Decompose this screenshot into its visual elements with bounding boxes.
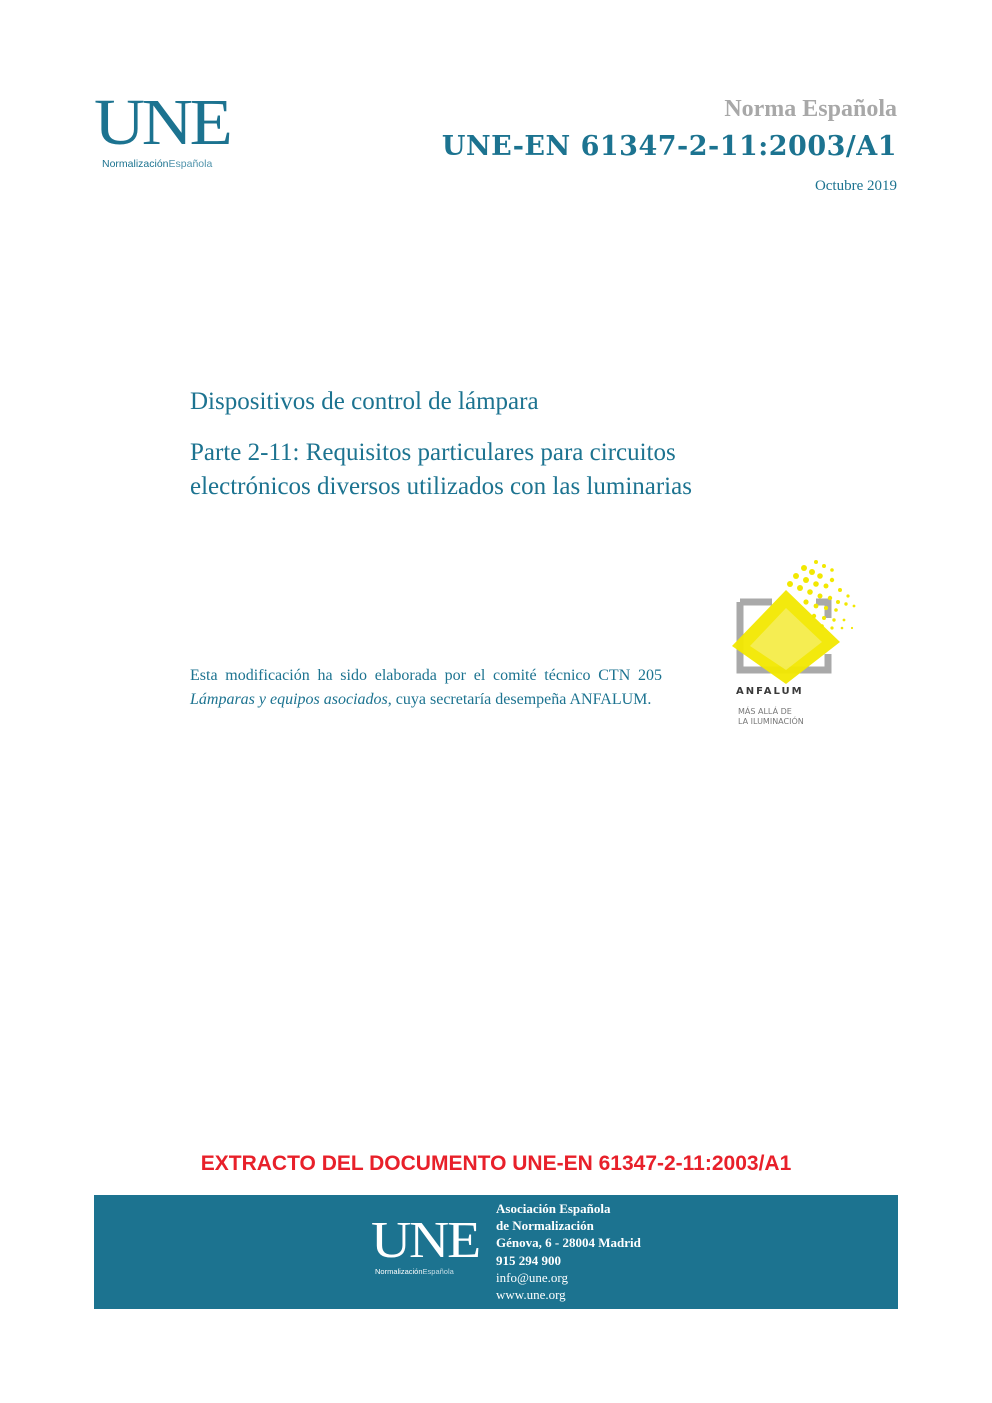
norma-date: Octubre 2019 [814,178,897,194]
anfalum-slogan-line-1: MÁS ALLÁ DE [738,707,792,716]
footer-web[interactable]: www.une.org [496,1287,566,1303]
tagline-part-1: Normalización [102,158,169,170]
document-subtitle [190,436,890,504]
subtitle-line-1: Parte 2-11: Requisitos particulares para circuitos [190,439,676,466]
footer-org-line-1: Asociación Española [496,1201,611,1216]
norma-label: Norma Española [724,96,897,122]
footer-phone: 915 294 900 [496,1252,561,1268]
committee-text-2: , cuya secretaría desempeña ANFALUM. [387,690,652,708]
anfalum-name: ANFALUM [736,686,804,697]
extract-notice: EXTRACTO DEL DOCUMENTO UNE-EN 61347-2-11:2003/A1 [200,1152,792,1175]
footer-logo-tagline [375,1267,454,1276]
norma-code: UNE-EN 61347-2-11:2003/A1 [441,131,897,162]
committee-name: Lámparas y equipos asociados [190,690,388,708]
footer-tagline-part-2: Española [422,1267,454,1276]
footer-logo-letters: UNE [371,1212,479,1269]
une-logo-letters: UNE [94,86,230,159]
une-logo-tagline [102,158,212,170]
committee-text-1: Esta modificación ha sido elaborada por el comité técnico CTN 205 [190,667,662,684]
footer-org-line-3: Génova, 6 - 28004 Madrid [496,1235,641,1251]
footer-une-logo [371,1212,481,1285]
anfalum-emblem-icon [720,556,863,686]
anfalum-slogan [738,707,804,727]
footer-address [496,1200,641,1303]
tagline-part-2: Española [168,158,213,170]
anfalum-logo [720,556,863,736]
footer-org-line-2: de Normalización [496,1218,594,1234]
footer-email[interactable]: info@une.org [496,1269,569,1285]
footer-band [94,1195,898,1309]
document-title: Dispositivos de control de lámpara [190,388,539,415]
committee-paragraph [190,664,662,711]
subtitle-line-2: electrónicos diversos utilizados con las luminarias [190,473,692,500]
anfalum-slogan-line-2: LA ILUMINACIÓN [738,717,804,726]
footer-tagline-part-1: Normalización [375,1267,423,1276]
